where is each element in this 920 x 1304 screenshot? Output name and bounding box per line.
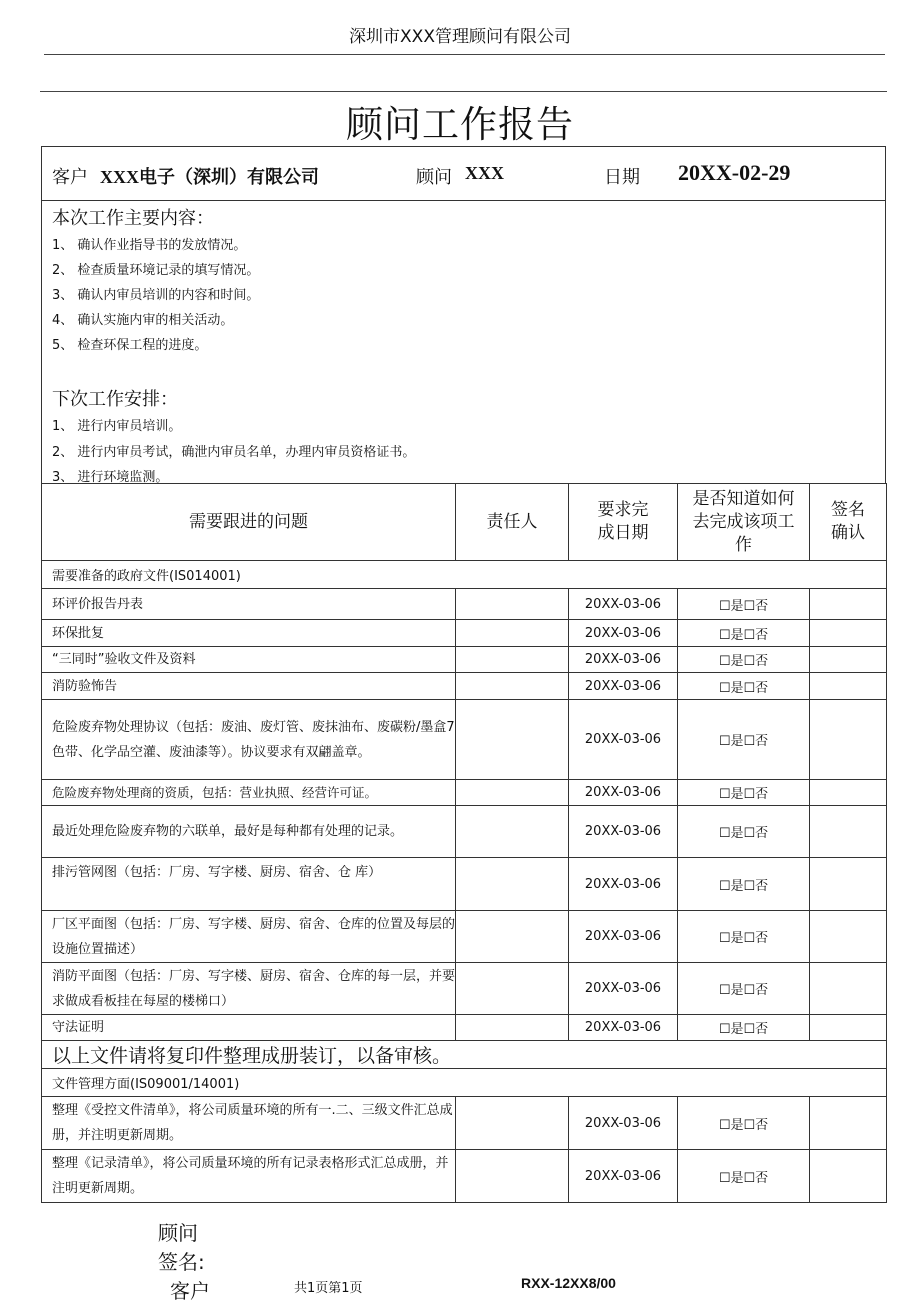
current-work-item: 3、 确认内审员培训的内容和时间。 <box>52 288 260 303</box>
owner-cell[interactable] <box>456 911 569 963</box>
table-row <box>42 700 887 780</box>
current-work-heading: 本次工作主要内容： <box>52 208 214 229</box>
owner-cell[interactable] <box>456 780 569 806</box>
due-date-cell: 20XX-03-06 <box>569 700 678 780</box>
header-owner: 责任人 <box>456 484 569 561</box>
page-info: 共1页第1页 <box>294 1281 363 1296</box>
issue-cell: 守法证明 <box>42 1015 456 1041</box>
owner-cell[interactable] <box>456 589 569 620</box>
owner-cell[interactable] <box>456 858 569 911</box>
owner-cell[interactable] <box>456 647 569 673</box>
issue-cell: “三同时”验收文件及资料 <box>42 647 456 673</box>
table-row <box>42 1015 887 1041</box>
report-info-box <box>41 146 886 200</box>
owner-cell[interactable] <box>456 1150 569 1203</box>
issue-cell: 整理《记录清单》，将公司质量环境的所有记录表格形式汇总成册，并注明更新周期。 <box>42 1150 456 1203</box>
current-work-item: 2、 检查质量环境记录的填写情况。 <box>52 263 260 278</box>
signature-cell[interactable] <box>810 963 887 1015</box>
yes-no-checkbox[interactable]: ☐是☐否 <box>678 858 810 911</box>
signature-cell[interactable] <box>810 620 887 647</box>
yes-no-checkbox[interactable]: ☐是☐否 <box>678 1097 810 1150</box>
signature-cell[interactable] <box>810 647 887 673</box>
due-date-cell: 20XX-03-06 <box>569 806 678 858</box>
issue-cell: 消防验怖告 <box>42 673 456 700</box>
owner-cell[interactable] <box>456 673 569 700</box>
due-date-cell: 20XX-03-06 <box>569 963 678 1015</box>
table-row <box>42 780 887 806</box>
due-date-cell: 20XX-03-06 <box>569 673 678 700</box>
yes-no-checkbox[interactable]: ☐是☐否 <box>678 620 810 647</box>
table-row <box>42 963 887 1015</box>
owner-cell[interactable] <box>456 806 569 858</box>
table-row <box>42 806 887 858</box>
due-date-cell: 20XX-03-06 <box>569 780 678 806</box>
table-row <box>42 647 887 673</box>
table-row <box>42 858 887 911</box>
table-row <box>42 589 887 620</box>
yes-no-checkbox[interactable]: ☐是☐否 <box>678 911 810 963</box>
title-divider <box>40 91 887 92</box>
signature-cell[interactable] <box>810 806 887 858</box>
table-row <box>42 911 887 963</box>
table-row <box>42 620 887 647</box>
yes-no-checkbox[interactable]: ☐是☐否 <box>678 1015 810 1041</box>
table-row <box>42 673 887 700</box>
consultant-label: 顾问 <box>416 167 452 188</box>
consultant-value: XXX <box>465 163 504 183</box>
next-work-item: 2、 进行内审员考试，确泄内审员名单，办理内审员资格证书。 <box>52 445 416 460</box>
yes-no-checkbox[interactable]: ☐是☐否 <box>678 963 810 1015</box>
yes-no-checkbox[interactable]: ☐是☐否 <box>678 589 810 620</box>
follow-up-table <box>41 483 887 1203</box>
client-value: XXX电子（深圳）有限公司 <box>100 167 319 187</box>
header-due-date: 要求完成日期 <box>569 484 678 561</box>
owner-cell[interactable] <box>456 963 569 1015</box>
signature-cell[interactable] <box>810 1150 887 1203</box>
due-date-cell: 20XX-03-06 <box>569 1150 678 1203</box>
header-know-how: 是否知道如何去完成该项工作 <box>678 484 810 561</box>
work-summary-box <box>41 200 886 484</box>
header-divider <box>44 54 885 55</box>
issue-cell: 厂区平面图（包括：厂房、写字楼、厨房、宿舍、仓库的位置及每层的设施位置描述） <box>42 911 456 963</box>
due-date-cell: 20XX-03-06 <box>569 589 678 620</box>
issue-cell: 环评价报告丹表 <box>42 589 456 620</box>
yes-no-checkbox[interactable]: ☐是☐否 <box>678 647 810 673</box>
header-signature: 签名确认 <box>810 484 887 561</box>
company-header: 深圳市XXX管理顾问有限公司 <box>349 27 571 47</box>
document-title: 顾问工作报告 <box>346 103 574 146</box>
date-label: 日期 <box>604 167 640 188</box>
current-work-item: 5、 检查环保工程的进度。 <box>52 338 208 353</box>
issue-cell: 最近处理危险废弃物的六联单，最好是每种都有处理的记录。 <box>42 806 456 858</box>
signature-cell[interactable] <box>810 780 887 806</box>
section-title: 文件管理方面(IS09001/14001) <box>42 1069 887 1097</box>
signature-cell[interactable] <box>810 1097 887 1150</box>
table-header-row <box>42 484 887 561</box>
client-label: 客户 <box>52 167 88 188</box>
owner-cell[interactable] <box>456 700 569 780</box>
owner-cell[interactable] <box>456 1097 569 1150</box>
due-date-cell: 20XX-03-06 <box>569 1015 678 1041</box>
table-note: 以上文件请将复印件整理成册装订，以备审核。 <box>42 1041 887 1069</box>
section-title: 需要准备的政府文件(IS014001) <box>42 561 887 589</box>
footer-signature-label: 签名: <box>158 1250 205 1274</box>
next-work-item: 3、 进行环境监测。 <box>52 470 169 485</box>
due-date-cell: 20XX-03-06 <box>569 1097 678 1150</box>
signature-cell[interactable] <box>810 700 887 780</box>
footer-client-label: 客户 <box>170 1279 210 1303</box>
due-date-cell: 20XX-03-06 <box>569 647 678 673</box>
issue-cell: 整理《受控文件清单》，将公司质量环境的所有一.二、三级文件汇总成册，并注明更新周期。 <box>42 1097 456 1150</box>
issue-cell: 排污管网图（包括：厂房、写字楼、厨房、宿舍、仓 库） <box>42 858 456 911</box>
yes-no-checkbox[interactable]: ☐是☐否 <box>678 806 810 858</box>
yes-no-checkbox[interactable]: ☐是☐否 <box>678 780 810 806</box>
due-date-cell: 20XX-03-06 <box>569 911 678 963</box>
next-work-heading: 下次工作安排： <box>52 389 178 410</box>
table-row <box>42 1150 887 1203</box>
issue-cell: 危险废弃物处理商的资质，包括：营业执照、经营许可证。 <box>42 780 456 806</box>
footer-consultant-label: 顾问 <box>158 1221 198 1245</box>
due-date-cell: 20XX-03-06 <box>569 858 678 911</box>
current-work-item: 4、 确认实施内审的相关活动。 <box>52 313 234 328</box>
issue-cell: 危险废弃物处理协议（包括：废油、废灯管、废抹油布、废碳粉/墨盒7色带、化学品空灌、废油漆等）。协议要求有双翩盖章。 <box>42 700 456 780</box>
signature-cell[interactable] <box>810 858 887 911</box>
signature-cell[interactable] <box>810 673 887 700</box>
signature-cell[interactable] <box>810 589 887 620</box>
current-work-item: 1、 确认作业指导书的发放情况。 <box>52 238 247 253</box>
next-work-item: 1、 进行内审员培训。 <box>52 419 182 434</box>
owner-cell[interactable] <box>456 1015 569 1041</box>
yes-no-checkbox[interactable]: ☐是☐否 <box>678 700 810 780</box>
yes-no-checkbox[interactable]: ☐是☐否 <box>678 1150 810 1203</box>
table-row <box>42 1097 887 1150</box>
document-code: RXX-12XX8/00 <box>521 1275 616 1291</box>
owner-cell[interactable] <box>456 620 569 647</box>
issue-cell: 环保批复 <box>42 620 456 647</box>
issue-cell: 消防平面图（包括：厂房、写字楼、厨房、宿舍、仓库的每一层，并要求做成看板挂在每屋的楼梯口） <box>42 963 456 1015</box>
yes-no-checkbox[interactable]: ☐是☐否 <box>678 673 810 700</box>
header-issue: 需要跟进的问题 <box>42 484 456 561</box>
date-value: 20XX-02-29 <box>678 160 791 185</box>
signature-cell[interactable] <box>810 911 887 963</box>
due-date-cell: 20XX-03-06 <box>569 620 678 647</box>
signature-cell[interactable] <box>810 1015 887 1041</box>
